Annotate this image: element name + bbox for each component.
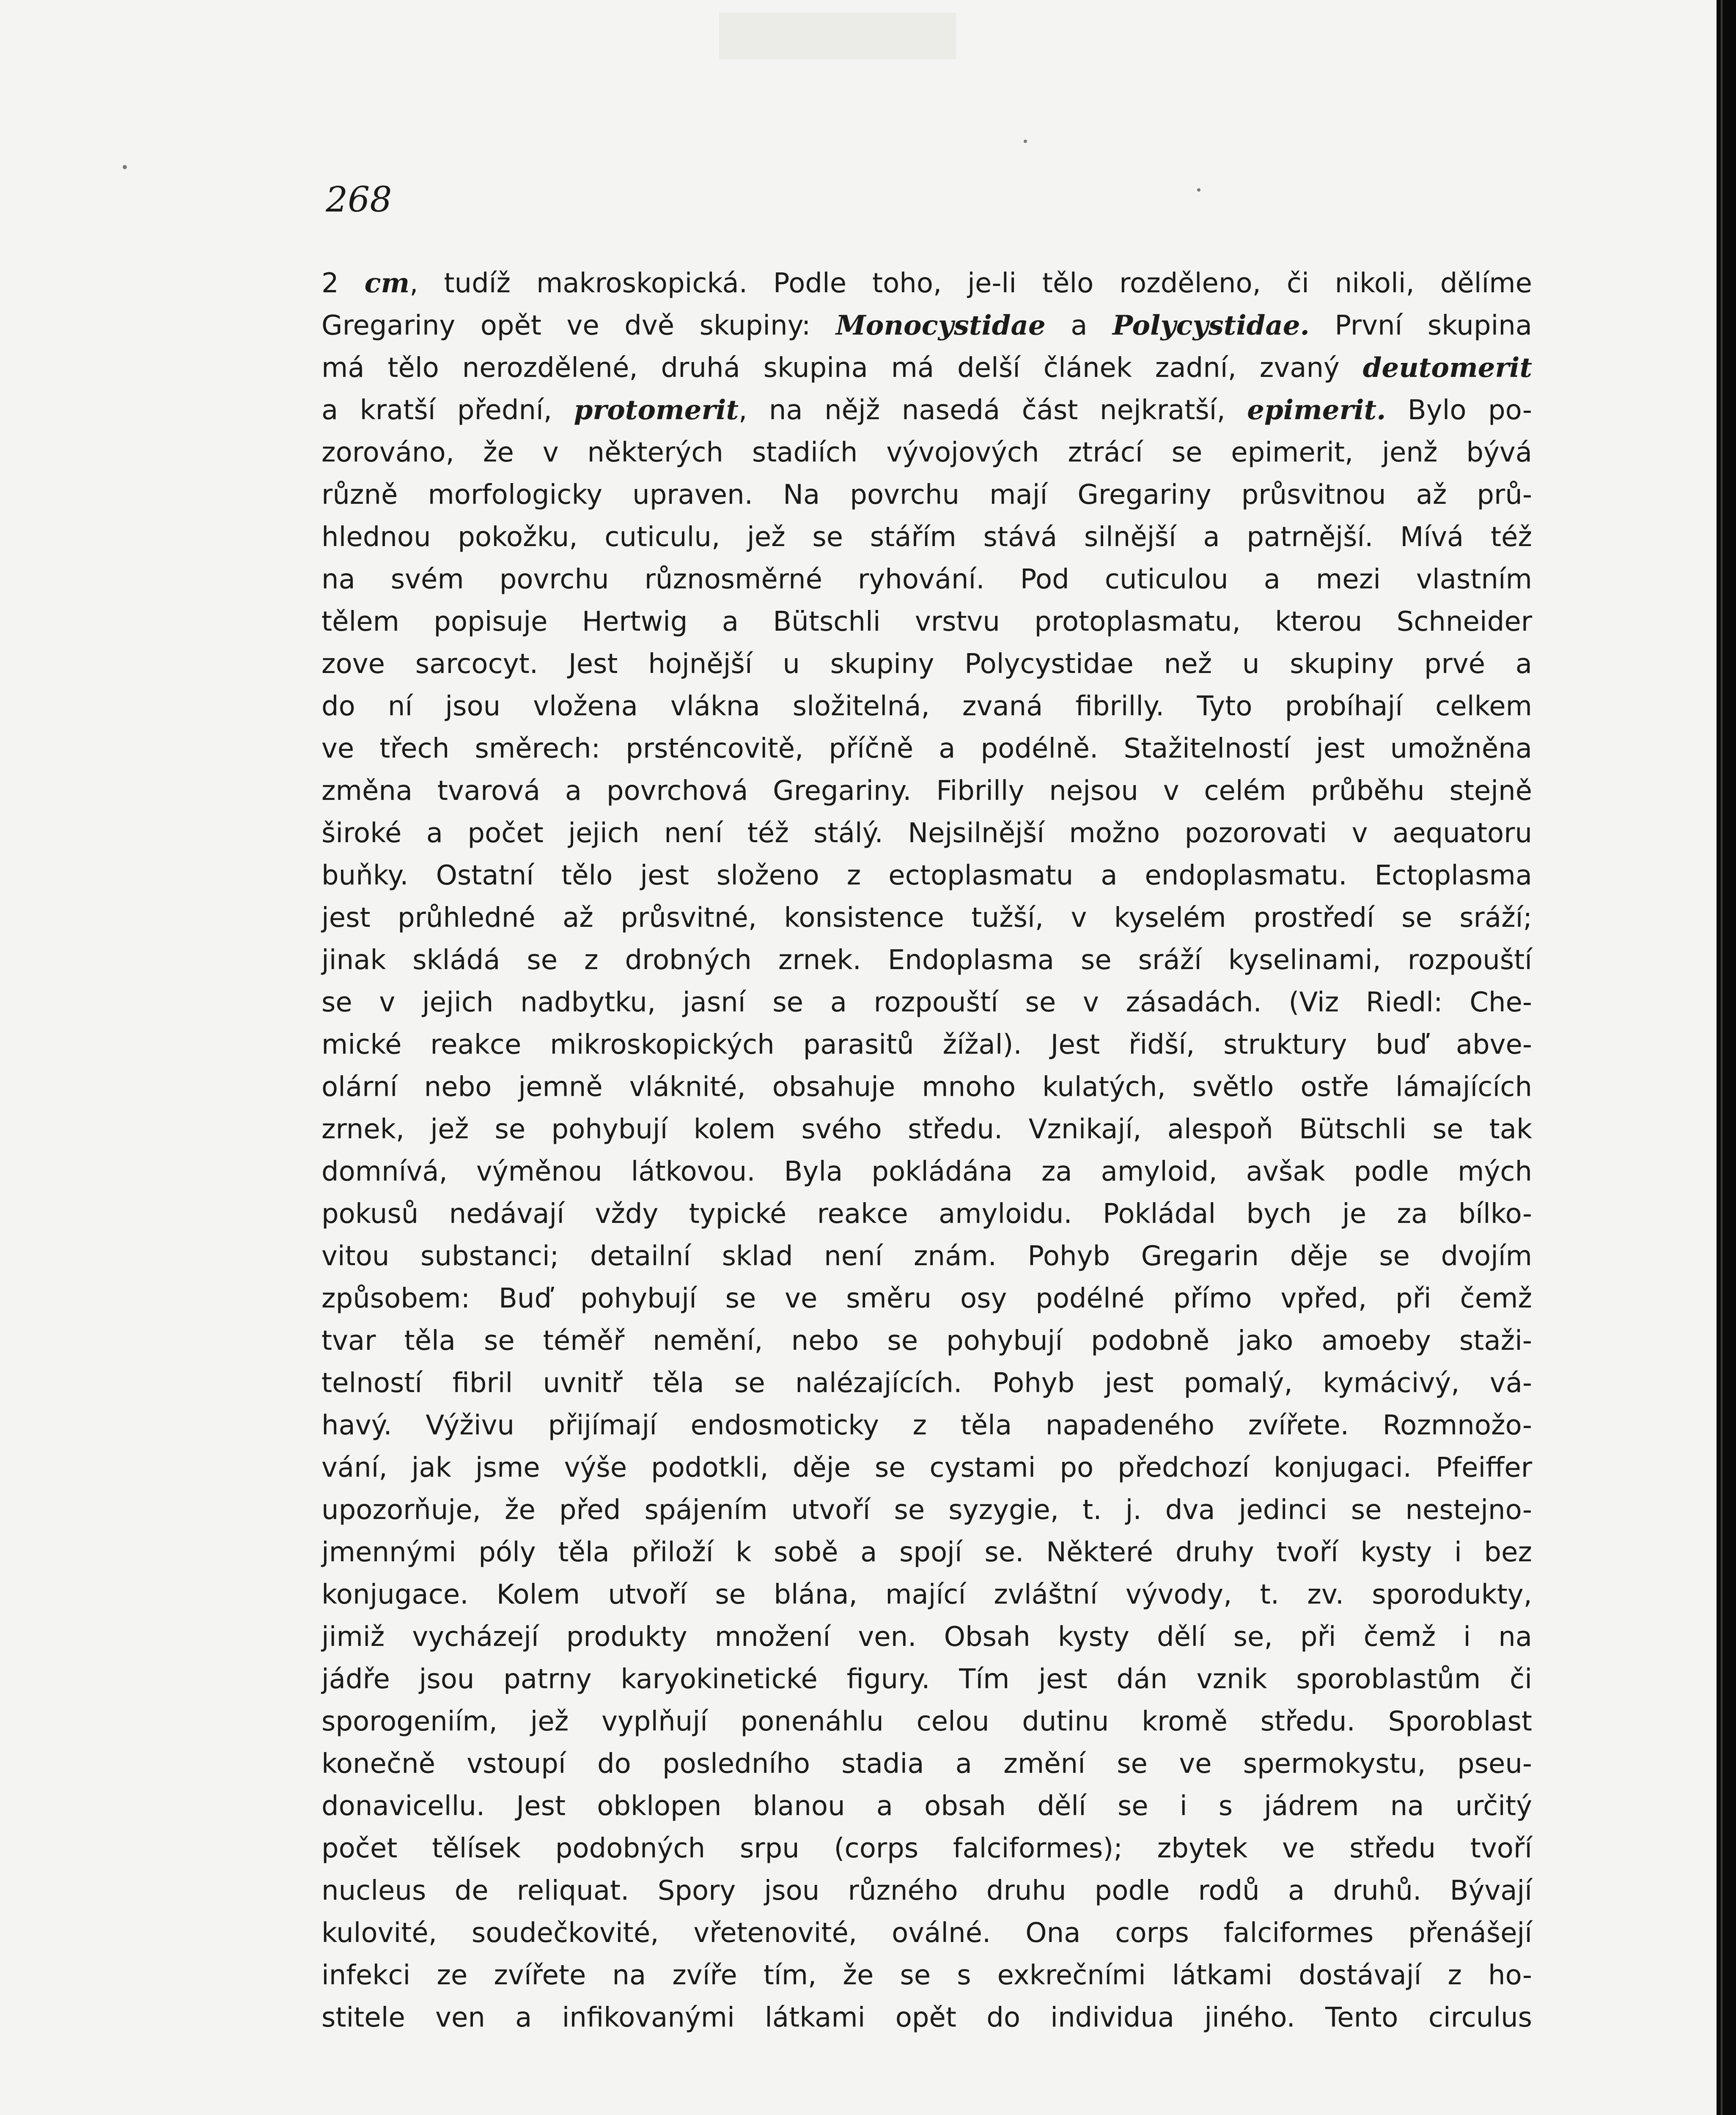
text-run: jimiž vycházejí produkty množení ven. Obsah kysty dělí se, při čemž i na bbox=[321, 1621, 1532, 1653]
text-line bbox=[321, 1870, 1532, 1912]
italic-term: Polycystidae. bbox=[1112, 310, 1310, 341]
text-run: zove sarcocyt. Jest hojnější u skupiny Polycystidae než u skupiny prvé a bbox=[321, 648, 1532, 680]
text-line bbox=[321, 1658, 1532, 1700]
text-run: stitele ven a infikovanými látkami opět do individua jiného. Tento circulus bbox=[321, 2002, 1532, 2033]
text-run: tvar těla se téměř nemění, nebo se pohybují podobně jako amoeby staži- bbox=[321, 1325, 1532, 1357]
text-run: havý. Výživu přijímají endosmoticky z těla napadeného zvířete. Rozmnožo- bbox=[321, 1410, 1532, 1441]
text-run: infekci ze zvířete na zvíře tím, že se s exkrečními látkami dostávají z ho- bbox=[321, 1960, 1532, 1991]
text-run: 2 bbox=[321, 268, 365, 299]
text-run: mické reakce mikroskopických parasitů žížal). Jest řidší, struktury buď abve- bbox=[321, 1029, 1532, 1060]
text-line bbox=[321, 812, 1532, 854]
text-run: konjugace. Kolem utvoří se blána, mající zvláštní vývody, t. zv. sporodukty, bbox=[321, 1579, 1532, 1610]
text-line bbox=[321, 431, 1532, 474]
text-run: do ní jsou vložena vlákna složitelná, zvaná fibrilly. Tyto probíhají celkem bbox=[321, 691, 1532, 722]
text-run: První skupina bbox=[1309, 310, 1533, 341]
text-line bbox=[321, 1954, 1532, 1997]
text-line bbox=[321, 1447, 1532, 1489]
text-line bbox=[321, 516, 1532, 558]
scan-speck bbox=[1024, 140, 1027, 143]
text-run: různě morfologicky upraven. Na povrchu mají Gregariny průsvitnou až prů- bbox=[321, 479, 1532, 511]
text-run: zrnek, jež se pohybují kolem svého středu. Vznikají, alespoň Bütschli se tak bbox=[321, 1114, 1532, 1145]
text-line bbox=[321, 1743, 1532, 1785]
text-run: ve třech směrech: prsténcovitě, příčně a podélně. Stažitelností jest umožněna bbox=[321, 733, 1532, 764]
text-line bbox=[321, 1235, 1532, 1277]
text-line bbox=[321, 1024, 1532, 1066]
text-line bbox=[321, 1320, 1532, 1362]
text-run: a kratší přední, bbox=[321, 395, 574, 426]
text-run: hlednou pokožku, cuticulu, jež se stářím stává silnější a patrnější. Mívá též bbox=[321, 522, 1532, 553]
italic-term: Monocystidae bbox=[835, 310, 1046, 341]
text-line bbox=[321, 1827, 1532, 1870]
text-line bbox=[321, 558, 1532, 601]
text-run: má tělo nerozdělené, druhá skupina má delší článek zadní, zvaný bbox=[321, 352, 1363, 384]
text-line bbox=[321, 1700, 1532, 1743]
text-line bbox=[321, 1277, 1532, 1320]
scan-edge bbox=[1717, 0, 1736, 2115]
text-line bbox=[321, 1912, 1532, 1954]
text-run: jinak skládá se z drobných zrnek. Endoplasma se sráží kyselinami, rozpouští bbox=[321, 945, 1532, 976]
text-line bbox=[321, 1151, 1532, 1193]
text-run: tělem popisuje Hertwig a Bütschli vrstvu protoplasmatu, kterou Schneider bbox=[321, 606, 1532, 637]
italic-term: deutomerit bbox=[1362, 352, 1532, 384]
text-run: Gregariny opět ve dvě skupiny: bbox=[321, 310, 836, 341]
text-run: nucleus de reliquat. Spory jsou různého druhu podle rodů a druhů. Bývají bbox=[321, 1875, 1532, 1906]
text-run: olární nebo jemně vláknité, obsahuje mnoho kulatých, světlo ostře lámajících bbox=[321, 1071, 1532, 1103]
text-run: upozorňuje, že před spájením utvoří se syzygie, t. j. dva jedinci se nestejno- bbox=[321, 1494, 1532, 1526]
text-run: jádře jsou patrny karyokinetické figury. Tím jest dán vznik sporoblastům či bbox=[321, 1664, 1532, 1695]
text-run: konečně vstoupí do posledního stadia a změní se ve spermokystu, pseu- bbox=[321, 1748, 1532, 1780]
text-line bbox=[321, 728, 1532, 770]
text-line bbox=[321, 643, 1532, 685]
text-line bbox=[321, 601, 1532, 643]
text-line bbox=[321, 1997, 1532, 2039]
text-run: sporogeniím, jež vyplňují ponenáhlu celou dutinu kromě středu. Sporoblast bbox=[321, 1706, 1532, 1737]
scan-speck bbox=[1197, 188, 1200, 192]
text-run: Bylo po- bbox=[1386, 395, 1533, 426]
text-line bbox=[321, 262, 1532, 305]
scan-edge-line bbox=[1721, 0, 1722, 2115]
text-run: se v jejich nadbytku, jasní se a rozpouští se v zásadách. (Viz Riedl: Che- bbox=[321, 987, 1532, 1018]
text-run: kulovité, soudečkovité, vřetenovité, oválné. Ona corps falciformes přenášejí bbox=[321, 1917, 1532, 1949]
scan-speck bbox=[123, 165, 127, 169]
text-line bbox=[321, 347, 1532, 389]
text-line bbox=[321, 981, 1532, 1024]
text-line bbox=[321, 474, 1532, 516]
text-line bbox=[321, 1193, 1532, 1235]
page-number: 268 bbox=[326, 180, 392, 220]
text-line bbox=[321, 305, 1532, 347]
text-run: buňky. Ostatní tělo jest složeno z ectoplasmatu a endoplasmatu. Ectoplasma bbox=[321, 860, 1532, 891]
text-line bbox=[321, 770, 1532, 812]
text-run: změna tvarová a povrchová Gregariny. Fibrilly nejsou v celém průběhu stejně bbox=[321, 775, 1532, 807]
text-line bbox=[321, 1785, 1532, 1827]
text-line bbox=[321, 1108, 1532, 1151]
text-run: způsobem: Buď pohybují se ve směru osy podélné přímo vpřed, při čemž bbox=[321, 1283, 1532, 1314]
text-run: donavicellu. Jest obklopen blanou a obsah dělí se i s jádrem na určitý bbox=[321, 1791, 1532, 1822]
text-line bbox=[321, 1574, 1532, 1616]
text-run: jmennými póly těla přiloží k sobě a spojí se. Některé druhy tvoří kysty i bez bbox=[321, 1537, 1532, 1568]
text-run: vání, jak jsme výše podotkli, děje se cystami po předchozí konjugaci. Pfeiffer bbox=[321, 1452, 1532, 1483]
italic-term: cm bbox=[364, 267, 410, 299]
text-run: zorováno, že v některých stadiích vývojových ztrácí se epimerit, jenž bývá bbox=[321, 437, 1532, 468]
text-run: počet tělísek podobných srpu (corps falciformes); zbytek ve středu tvoří bbox=[321, 1833, 1532, 1864]
text-line bbox=[321, 1404, 1532, 1447]
body-text bbox=[321, 262, 1532, 2039]
text-run: vitou substanci; detailní sklad není znám. Pohyb Gregarin děje se dvojím bbox=[321, 1241, 1532, 1272]
text-line bbox=[321, 1066, 1532, 1108]
text-line bbox=[321, 389, 1532, 431]
text-run: široké a počet jejich není též stálý. Nejsilnější možno pozorovati v aequatoru bbox=[321, 818, 1532, 849]
text-run: domnívá, výměnou látkovou. Byla pokládána za amyloid, avšak podle mých bbox=[321, 1156, 1532, 1187]
text-line bbox=[321, 1489, 1532, 1531]
text-line bbox=[321, 939, 1532, 981]
text-run: jest průhledné až průsvitné, konsistence tužší, v kyselém prostředí se sráží; bbox=[321, 902, 1532, 934]
text-run: , na nějž nasedá část nejkratší, bbox=[739, 395, 1247, 426]
text-run: a bbox=[1045, 310, 1112, 341]
text-line bbox=[321, 685, 1532, 728]
text-run: pokusů nedávají vždy typické reakce amyloidu. Pokládal bych je za bílko- bbox=[321, 1198, 1532, 1230]
text-run: telností fibril uvnitř těla se nalézajících. Pohyb jest pomalý, kymácivý, vá- bbox=[321, 1368, 1532, 1399]
italic-term: protomerit bbox=[574, 394, 739, 426]
text-run: na svém povrchu různosměrné ryhování. Pod cuticulou a mezi vlastním bbox=[321, 564, 1532, 595]
text-line bbox=[321, 897, 1532, 939]
text-line bbox=[321, 854, 1532, 897]
text-run: , tudíž makroskopická. Podle toho, je-li tělo rozděleno, či nikoli, dělíme bbox=[409, 268, 1533, 299]
italic-term: epimerit. bbox=[1247, 394, 1386, 426]
text-line bbox=[321, 1362, 1532, 1404]
scan-smudge bbox=[719, 13, 956, 59]
text-line bbox=[321, 1616, 1532, 1658]
text-line bbox=[321, 1531, 1532, 1574]
